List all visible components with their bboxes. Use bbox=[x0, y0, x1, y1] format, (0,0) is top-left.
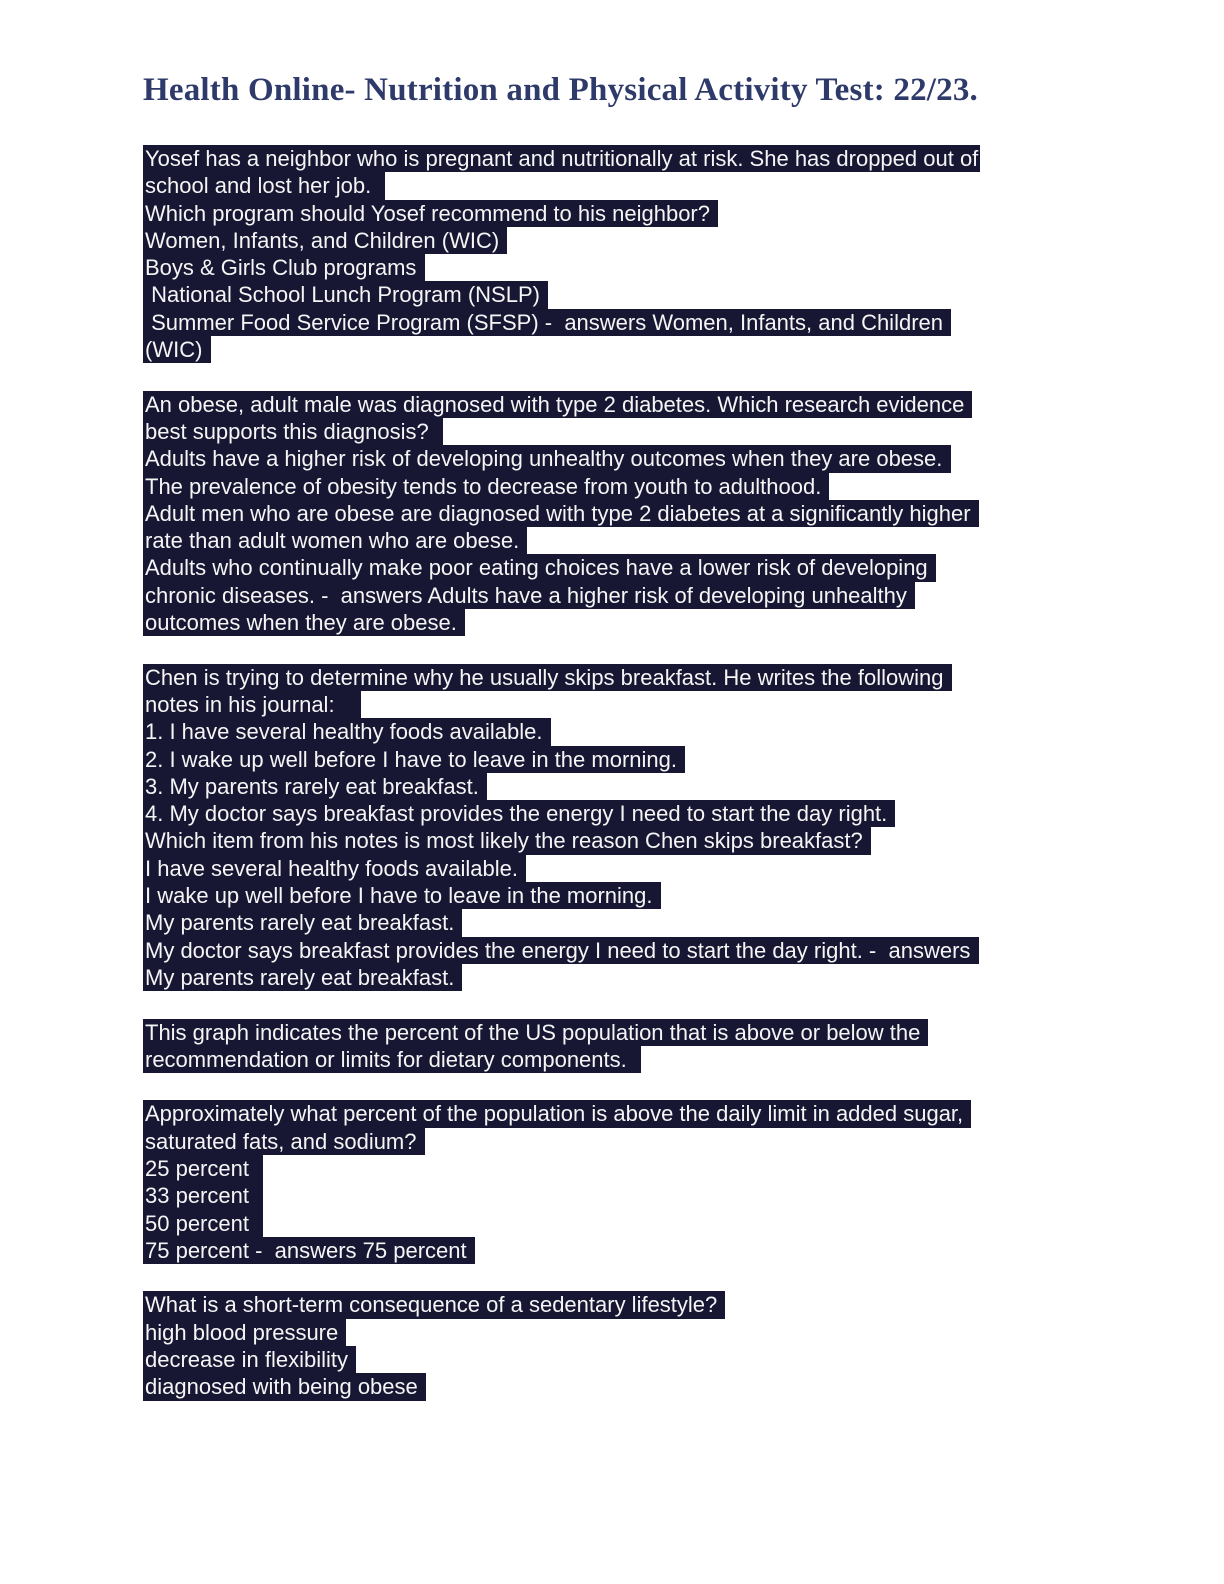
text-line bbox=[143, 254, 1164, 281]
text-line bbox=[143, 145, 1164, 172]
text-line bbox=[143, 582, 1164, 609]
highlighted-line: best supports this diagnosis? bbox=[145, 418, 441, 444]
text-line bbox=[143, 554, 1164, 581]
highlighted-line: diagnosed with being obese bbox=[145, 1374, 424, 1400]
text-block bbox=[143, 1100, 1164, 1264]
text-line bbox=[143, 718, 1164, 745]
highlighted-line: Which item from his notes is most likely the reason Chen skips breakfast? bbox=[145, 828, 869, 854]
text-line bbox=[143, 1128, 1164, 1155]
text-line bbox=[143, 336, 1164, 363]
highlighted-line: 1. I have several healthy foods available. bbox=[145, 719, 549, 745]
text-line bbox=[143, 1100, 1164, 1127]
highlighted-line: National School Lunch Program (NSLP) bbox=[145, 282, 547, 308]
text-block bbox=[143, 391, 1164, 637]
highlighted-line: An obese, adult male was diagnosed with type 2 diabetes. Which research evidence bbox=[145, 391, 971, 417]
text-line bbox=[143, 445, 1164, 472]
text-line bbox=[143, 1346, 1164, 1373]
highlighted-line: Women, Infants, and Children (WIC) bbox=[145, 227, 506, 253]
text-line bbox=[143, 418, 1164, 445]
highlighted-line: Chen is trying to determine why he usually skips breakfast. He writes the following bbox=[145, 664, 950, 690]
highlighted-line: rate than adult women who are obese. bbox=[145, 528, 526, 554]
highlighted-line: 4. My doctor says breakfast provides the energy I need to start the day right. bbox=[145, 801, 894, 827]
highlighted-line: 50 percent bbox=[145, 1210, 262, 1236]
highlighted-line: chronic diseases. - answers Adults have a higher risk of developing unhealthy bbox=[145, 582, 913, 608]
highlighted-line: Adults who continually make poor eating choices have a lower risk of developing bbox=[145, 555, 934, 581]
highlighted-line: Which program should Yosef recommend to his neighbor? bbox=[145, 200, 717, 226]
highlighted-line: saturated fats, and sodium? bbox=[145, 1128, 423, 1154]
highlighted-line: Summer Food Service Program (SFSP) - answers Women, Infants, and Children bbox=[145, 309, 950, 335]
highlighted-line: I wake up well before I have to leave in the morning. bbox=[145, 883, 659, 909]
highlighted-line: My doctor says breakfast provides the energy I need to start the day right. - answers bbox=[145, 937, 977, 963]
text-block bbox=[143, 1019, 1164, 1074]
text-line bbox=[143, 1155, 1164, 1182]
highlighted-line: Adults have a higher risk of developing unhealthy outcomes when they are obese. bbox=[145, 446, 949, 472]
highlighted-line: school and lost her job. bbox=[145, 173, 384, 199]
text-line bbox=[143, 500, 1164, 527]
highlighted-line: The prevalence of obesity tends to decrease from youth to adulthood. bbox=[145, 473, 828, 499]
text-line bbox=[143, 800, 1164, 827]
highlighted-line: Adult men who are obese are diagnosed with type 2 diabetes at a significantly higher bbox=[145, 500, 977, 526]
text-line bbox=[143, 1019, 1164, 1046]
highlighted-line: high blood pressure bbox=[145, 1319, 345, 1345]
highlighted-line: 25 percent bbox=[145, 1155, 262, 1181]
text-line bbox=[143, 527, 1164, 554]
text-line bbox=[143, 909, 1164, 936]
text-line bbox=[143, 1182, 1164, 1209]
highlighted-line: Approximately what percent of the population is above the daily limit in added sugar, bbox=[145, 1101, 970, 1127]
highlighted-line: This graph indicates the percent of the US population that is above or below the bbox=[145, 1019, 927, 1045]
text-line bbox=[143, 1373, 1164, 1400]
text-line bbox=[143, 309, 1164, 336]
highlighted-line: notes in his journal: bbox=[145, 691, 360, 717]
text-line bbox=[143, 691, 1164, 718]
text-line bbox=[143, 1210, 1164, 1237]
text-line bbox=[143, 1291, 1164, 1318]
highlighted-line: My parents rarely eat breakfast. bbox=[145, 910, 461, 936]
highlighted-line: I have several healthy foods available. bbox=[145, 855, 525, 881]
text-line bbox=[143, 855, 1164, 882]
text-line bbox=[143, 1237, 1164, 1264]
highlighted-line: 3. My parents rarely eat breakfast. bbox=[145, 773, 485, 799]
text-line bbox=[143, 773, 1164, 800]
text-line bbox=[143, 827, 1164, 854]
highlighted-line: 75 percent - answers 75 percent bbox=[145, 1237, 473, 1263]
text-line bbox=[143, 937, 1164, 964]
highlighted-line: 2. I wake up well before I have to leave in the morning. bbox=[145, 746, 684, 772]
text-line bbox=[143, 227, 1164, 254]
text-line bbox=[143, 281, 1164, 308]
text-line bbox=[143, 391, 1164, 418]
text-line bbox=[143, 200, 1164, 227]
highlighted-line: What is a short-term consequence of a sedentary lifestyle? bbox=[145, 1292, 724, 1318]
text-line bbox=[143, 746, 1164, 773]
highlighted-line: recommendation or limits for dietary components. bbox=[145, 1046, 639, 1072]
highlighted-line: (WIC) bbox=[145, 337, 209, 363]
highlighted-line: My parents rarely eat breakfast. bbox=[145, 964, 461, 990]
text-line bbox=[143, 664, 1164, 691]
highlighted-line: Yosef has a neighbor who is pregnant and nutritionally at risk. She has dropped out of bbox=[145, 146, 979, 171]
highlighted-line: 33 percent bbox=[145, 1183, 262, 1209]
text-line bbox=[143, 1046, 1164, 1073]
highlighted-line: Boys & Girls Club programs bbox=[145, 255, 423, 281]
document-body bbox=[143, 145, 1164, 1401]
text-line bbox=[143, 1319, 1164, 1346]
text-line bbox=[143, 964, 1164, 991]
highlighted-line: outcomes when they are obese. bbox=[145, 610, 463, 636]
text-line bbox=[143, 172, 1164, 199]
text-line bbox=[143, 473, 1164, 500]
page-title: Health Online- Nutrition and Physical Activity Test: 22/23. bbox=[143, 72, 979, 108]
text-block bbox=[143, 145, 1164, 363]
text-line bbox=[143, 609, 1164, 636]
text-line bbox=[143, 882, 1164, 909]
text-block bbox=[143, 664, 1164, 992]
text-block bbox=[143, 1291, 1164, 1400]
highlighted-line: decrease in flexibility bbox=[145, 1347, 355, 1373]
